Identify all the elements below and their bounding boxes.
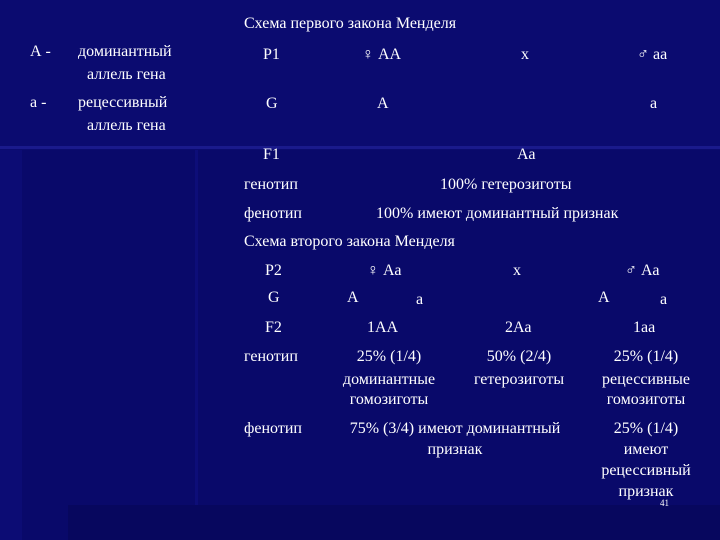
law2-cross-symbol: х (513, 262, 521, 279)
law1-gamete-male: а (650, 95, 658, 112)
law2-phenotype-col1-line1: 75% (3/4) имеют доминантный (349, 420, 561, 437)
law2-phenotype-col3-line4: признак (618, 483, 674, 500)
law2-genotype-col3-line2: рецессивные (602, 371, 690, 388)
legend-dominant-text-1: доминантный (78, 43, 172, 60)
law2-phenotype-col3-line2: имеют (623, 441, 669, 458)
legend-recessive-text-1: рецессивный (78, 94, 168, 111)
law2-genotype-col1-line3: гомозиготы (349, 391, 429, 408)
law2-gamete-male-1: А (598, 289, 610, 306)
law1-offspring-result: Аа (517, 146, 536, 163)
law1-genotype-value: 100% гетерозиготы (440, 176, 572, 193)
law2-genotype-col3-line3: гомозиготы (606, 391, 686, 408)
law2-phenotype-col1-line2: признак (427, 441, 483, 458)
law2-offspring-col1: 1АА (367, 319, 399, 336)
law2-parents-label: P2 (265, 262, 282, 279)
legend-dominant-text-2: аллель гена (87, 66, 166, 83)
law2-genotype-col2-line1: 50% (2/4) (486, 348, 552, 365)
law2-genotype-col3-line1: 25% (1/4) (613, 348, 679, 365)
law2-phenotype-col3-line1: 25% (1/4) (613, 420, 679, 437)
law1-phenotype-value: 100% имеют доминантный признак (376, 205, 619, 222)
background-footer-band (68, 505, 720, 540)
legend-recessive-symbol: а - (30, 94, 47, 111)
slide-number: 41 (660, 498, 669, 508)
law2-genotype-col1-line1: 25% (1/4) (356, 348, 422, 365)
background-mid-column (195, 150, 198, 540)
law1-male-genotype: ♂ аа (637, 46, 668, 63)
law2-male-genotype: ♂ Аа (625, 262, 660, 279)
law2-title: Схема второго закона Менделя (244, 233, 455, 250)
law2-offspring-col2: 2Аа (505, 319, 532, 336)
law2-female-genotype: ♀ Аа (367, 262, 402, 279)
law1-offspring-label: F1 (263, 146, 280, 163)
law1-parents-label: P1 (263, 46, 280, 63)
law1-female-genotype: ♀ АА (362, 46, 402, 63)
legend-dominant-symbol: А - (30, 43, 51, 60)
law2-gamete-female-1: А (347, 289, 359, 306)
law2-offspring-label: F2 (265, 319, 282, 336)
background-divider (0, 146, 720, 149)
law2-phenotype-col3-line3: рецессивный (601, 462, 691, 479)
law2-gamete-male-2: а (660, 291, 668, 308)
law1-cross-symbol: х (521, 46, 529, 63)
law1-genotype-label: генотип (244, 176, 298, 193)
law2-gamete-female-2: а (416, 291, 424, 308)
legend-recessive-text-2: аллель гена (87, 117, 166, 134)
law1-gametes-label: G (266, 95, 278, 112)
background-left-column (0, 150, 22, 540)
law1-gamete-female: А (377, 95, 389, 112)
law2-genotype-label: генотип (244, 348, 298, 365)
law2-phenotype-label: фенотип (244, 420, 302, 437)
law1-phenotype-label: фенотип (244, 205, 302, 222)
law1-title: Схема первого закона Менделя (244, 15, 457, 32)
law2-offspring-col3: 1аа (633, 319, 656, 336)
law2-genotype-col1-line2: доминантные (342, 371, 436, 388)
law2-genotype-col2-line2: гетерозиготы (473, 371, 565, 388)
law2-gametes-label: G (268, 289, 280, 306)
